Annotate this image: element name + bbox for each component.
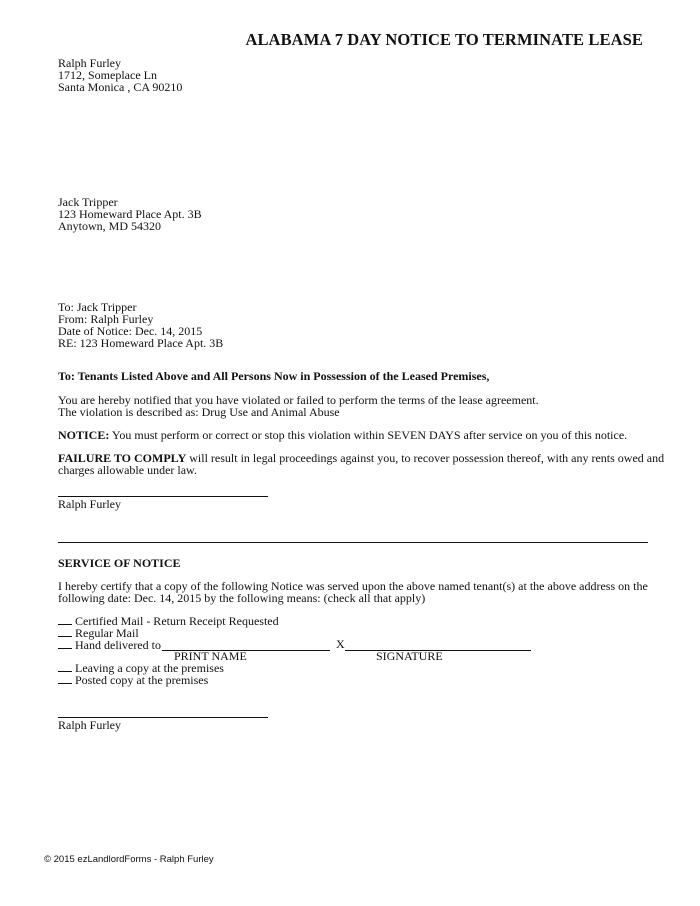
certify-line-1: I hereby certify that a copy of the following Notice was served upon the above named tenant(s) at the above address on the [58,579,648,593]
signature-x-mark: X [336,637,345,651]
salutation: To: Tenants Listed Above and All Persons Now in Possession of the Leased Premises, [58,369,490,383]
signer-name-2: Ralph Furley [58,718,121,732]
failure-paragraph [58,452,664,476]
memo-from: From: Ralph Furley [58,312,154,326]
certify-line-2: following date: Dec. 14, 2015 by the following means: (check all that apply) [58,591,426,605]
checkbox-blank[interactable] [58,626,72,637]
landlord-name: Ralph Furley [58,56,121,70]
notified-line-2: The violation is described as: Drug Use and Animal Abuse [58,405,340,419]
failure-label: FAILURE TO COMPLY [58,451,187,465]
option-label: Hand delivered to [75,638,161,652]
service-heading: SERVICE OF NOTICE [58,556,181,570]
memo-date: Date of Notice: Dec. 14, 2015 [58,324,203,338]
landlord-city: Santa Monica , CA 90210 [58,80,183,94]
tenant-city: Anytown, MD 54320 [58,219,162,233]
option-hand-delivered[interactable] [58,638,161,651]
memo-block [58,301,223,349]
document-title: ALABAMA 7 DAY NOTICE TO TERMINATE LEASE [245,30,643,49]
signer-name-1: Ralph Furley [58,497,121,511]
print-name-caption: PRINT NAME [174,649,247,663]
checkbox-blank[interactable] [58,673,72,684]
memo-re: RE: 123 Homeward Place Apt. 3B [58,336,224,350]
option-label: Certified Mail - Return Receipt Requested [75,614,279,628]
notice-text: You must perform or correct or stop this violation within SEVEN DAYS after service on you of this notice. [109,428,628,442]
option-label: Regular Mail [75,626,139,640]
certify-paragraph [58,580,648,604]
failure-line-1: will result in legal proceedings against you, to recover possession thereof, with any rents owed and [186,451,665,465]
copyright-footer: © 2015 ezLandlordForms - Ralph Furley [44,854,214,865]
section-divider [58,542,648,543]
tenant-street: 123 Homeward Place Apt. 3B [58,207,202,221]
option-label: Leaving a copy at the premises [75,661,224,675]
landlord-street: 1712, Someplace Ln [58,68,157,82]
tenant-address [58,196,202,232]
notice-paragraph [58,429,627,441]
checkbox-blank[interactable] [58,661,72,672]
landlord-address [58,57,182,93]
checkbox-blank[interactable] [58,614,72,625]
option-label: Posted copy at the premises [75,673,209,687]
notice-label: NOTICE: [58,428,110,442]
signature-caption: SIGNATURE [376,649,443,663]
tenant-name: Jack Tripper [58,195,118,209]
checkbox-blank[interactable] [58,638,72,649]
violation-paragraph [58,394,539,418]
failure-line-2: charges allowable under law. [58,463,197,477]
memo-to: To: Jack Tripper [58,300,137,314]
option-posted-copy[interactable] [58,673,208,686]
notified-line-1: You are hereby notified that you have violated or failed to perform the terms of the lease agreement. [58,393,539,407]
